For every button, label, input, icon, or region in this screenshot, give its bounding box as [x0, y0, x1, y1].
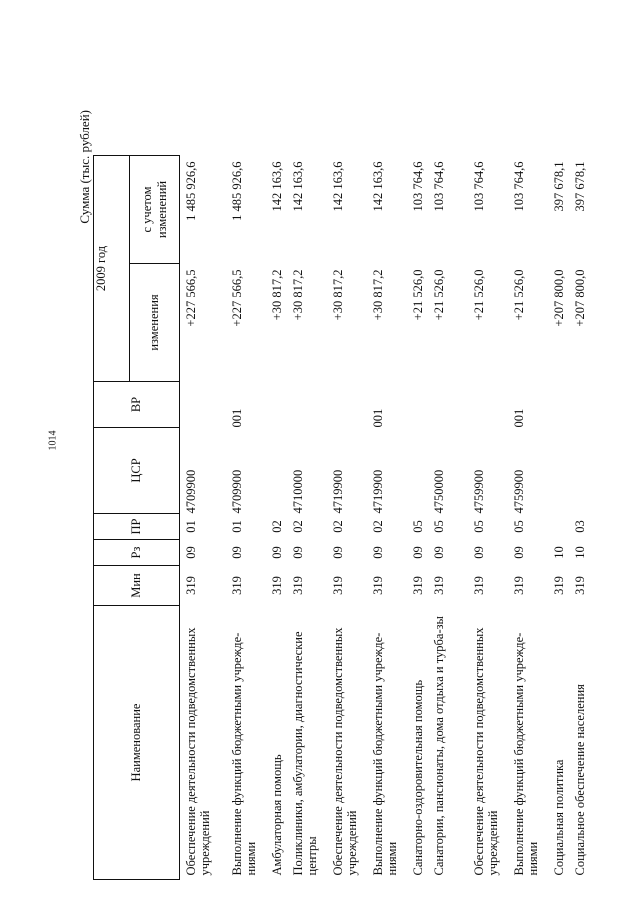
- row-name: Поликлиники, амбулатории, диагностические центры: [290, 631, 319, 876]
- row-pr: 02: [370, 520, 385, 533]
- row-pr: [548, 514, 569, 540]
- row-rz: 09: [370, 546, 385, 559]
- row-change: +207 800,0: [551, 269, 566, 327]
- budget-table: [93, 155, 590, 880]
- row-rz: 09: [511, 546, 526, 559]
- row-rz: 09: [471, 546, 486, 559]
- table-row: [327, 156, 367, 880]
- row-name: Выполнение функций бюджетными учрежде-ниями: [229, 632, 258, 876]
- row-pr: 01: [184, 520, 198, 533]
- row-pr: 02: [330, 520, 345, 533]
- row-csr: 4710000: [290, 469, 305, 514]
- table-row: [287, 156, 327, 880]
- row-min: 319: [410, 576, 425, 595]
- row-csr: [266, 428, 287, 514]
- row-name: Санатории, пансионаты, дома отдыха и турба-зы: [431, 616, 446, 876]
- row-vr: [327, 382, 367, 428]
- table-row: [508, 156, 548, 880]
- row-min: 319: [431, 576, 446, 595]
- row-total: 103 764,6: [471, 161, 486, 212]
- row-vr: [548, 382, 569, 428]
- row-csr: 4750000: [431, 469, 446, 514]
- row-min: 319: [551, 576, 566, 595]
- row-name: Амбулаторная помощь: [269, 754, 284, 876]
- row-change: +30 817,2: [269, 269, 284, 321]
- row-csr: 4759900: [511, 469, 526, 514]
- row-vr: [407, 382, 428, 428]
- rotated-table-block: [75, 80, 587, 880]
- row-min: 319: [330, 576, 345, 595]
- row-name: Выполнение функций бюджетными учрежде-ниями: [370, 632, 399, 876]
- row-csr: 4719900: [370, 469, 385, 514]
- row-csr: 4719900: [330, 469, 345, 514]
- row-name: Выполнение функций бюджетными учрежде-ниями: [511, 632, 540, 876]
- table-row: [180, 156, 226, 880]
- row-total: 397 678,1: [551, 161, 566, 212]
- row-vr: [569, 382, 590, 428]
- row-pr: 02: [269, 520, 284, 533]
- row-vr: [180, 382, 226, 428]
- row-change: +30 817,2: [370, 269, 385, 321]
- row-total: 1 485 926,6: [184, 161, 198, 221]
- row-csr: 4709900: [184, 469, 198, 514]
- row-vr: [428, 382, 468, 428]
- row-total: 142 163,6: [269, 161, 284, 212]
- row-change: +21 526,0: [431, 269, 446, 321]
- row-change: +30 817,2: [330, 269, 345, 321]
- row-rz: 09: [410, 546, 425, 559]
- row-vr: 001: [229, 408, 244, 428]
- row-vr: [287, 382, 327, 428]
- row-change: +227 566,5: [229, 269, 244, 327]
- row-csr: [569, 428, 590, 514]
- row-pr: 05: [511, 520, 526, 533]
- row-csr: [407, 428, 428, 514]
- header-with-changes-line1: с учетом: [139, 186, 154, 233]
- row-pr: 05: [471, 520, 486, 533]
- row-rz: 10: [551, 546, 566, 559]
- table-row: [226, 156, 266, 880]
- row-min: 319: [229, 576, 244, 595]
- row-vr: 001: [511, 408, 526, 428]
- header-min: Мин: [94, 566, 180, 606]
- table-row: [468, 156, 508, 880]
- table-row: [407, 156, 428, 880]
- row-total: 142 163,6: [370, 161, 385, 212]
- header-changes: изменения: [130, 264, 180, 382]
- row-csr: 4759900: [471, 469, 486, 514]
- header-csr: ЦСР: [94, 428, 180, 514]
- header-name: Наименование: [94, 606, 180, 880]
- row-total: 103 764,6: [431, 161, 446, 212]
- row-rz: 09: [229, 546, 244, 559]
- row-min: 319: [370, 576, 385, 595]
- table-caption: Сумма (тыс. рублей): [77, 110, 92, 224]
- row-total: 103 764,6: [410, 161, 425, 212]
- header-pr: ПР: [94, 514, 180, 540]
- row-pr: 01: [229, 520, 244, 533]
- row-name: Обеспечение деятельности подведомственных учреждений: [471, 627, 500, 876]
- table-row: [569, 156, 590, 880]
- table-row: [266, 156, 287, 880]
- row-change: +21 526,0: [410, 269, 425, 321]
- row-pr: 05: [410, 520, 425, 533]
- row-csr: 4709900: [229, 469, 244, 514]
- row-change: +227 566,5: [184, 269, 198, 327]
- page-number: 1014: [47, 430, 59, 451]
- row-vr: [468, 382, 508, 428]
- row-pr: 03: [572, 520, 587, 533]
- row-total: 142 163,6: [290, 161, 305, 212]
- row-min: 319: [572, 576, 587, 595]
- row-name: Социальное обеспечение населения: [572, 684, 587, 876]
- row-rz: 09: [330, 546, 345, 559]
- row-rz: 09: [290, 546, 305, 559]
- row-name: Социальная политика: [551, 759, 566, 876]
- row-change: +30 817,2: [290, 269, 305, 321]
- row-rz: 09: [431, 546, 446, 559]
- header-with-changes-line2: изменений: [154, 180, 169, 239]
- row-rz: 10: [572, 546, 587, 559]
- header-vr: ВР: [94, 382, 180, 428]
- header-year: 2009 год: [94, 156, 130, 382]
- row-total: 103 764,6: [511, 161, 526, 212]
- row-change: +21 526,0: [471, 269, 486, 321]
- row-csr: [548, 428, 569, 514]
- row-name: Санаторно-оздоровительная помощь: [410, 679, 425, 876]
- row-rz: 09: [269, 546, 284, 559]
- row-vr: 001: [370, 408, 385, 428]
- row-min: 319: [511, 576, 526, 595]
- row-pr: 02: [290, 520, 305, 533]
- row-min: 319: [184, 576, 198, 595]
- table-row: [367, 156, 407, 880]
- row-name: Обеспечение деятельности подведомственных учреждений: [330, 627, 359, 876]
- row-vr: [266, 382, 287, 428]
- row-pr: 05: [431, 520, 446, 533]
- header-rz: Рз: [94, 540, 180, 566]
- row-total: 142 163,6: [330, 161, 345, 212]
- header-with-changes: [130, 156, 180, 264]
- row-change: +207 800,0: [572, 269, 587, 327]
- row-min: 319: [290, 576, 305, 595]
- row-total: 1 485 926,6: [229, 161, 244, 221]
- row-total: 397 678,1: [572, 161, 587, 212]
- row-min: 319: [471, 576, 486, 595]
- row-min: 319: [269, 576, 284, 595]
- row-change: +21 526,0: [511, 269, 526, 321]
- table-row: [548, 156, 569, 880]
- row-rz: 09: [184, 546, 198, 559]
- table-row: [428, 156, 468, 880]
- row-name: Обеспечение деятельности подведомственных учреждений: [184, 627, 212, 876]
